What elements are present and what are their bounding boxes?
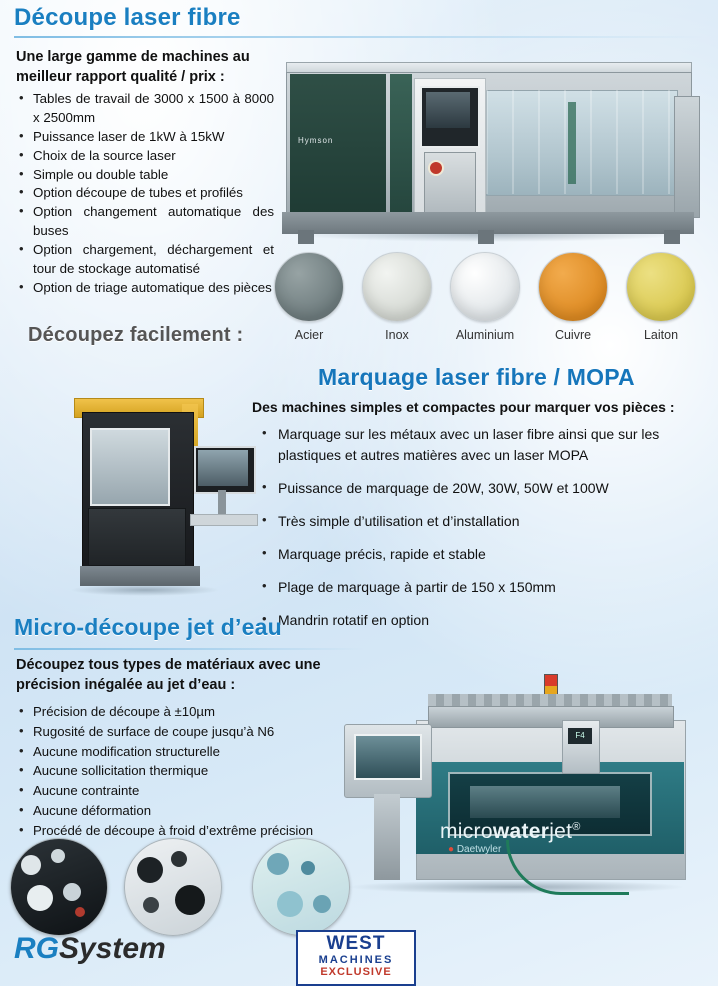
west-machines-logo: [296, 930, 416, 986]
material-disc: [538, 252, 608, 322]
machine-green-panel-left: [290, 74, 386, 222]
list-item: • Plage de marquage à partir de 150 x 150mm: [256, 577, 706, 598]
sample-feature: [63, 883, 81, 901]
sample-feature: [137, 857, 163, 883]
list-item: • Option changement automatique des buses: [16, 203, 274, 241]
laser-bullet-list: [16, 90, 274, 298]
material-swatch-acier: [272, 252, 346, 342]
list-item: • Option chargement, déchargement et tour de stockage automatisé: [16, 241, 274, 279]
list-item: • Aucune contrainte: [16, 781, 366, 801]
material-swatch-inox: [360, 252, 434, 342]
material-label: Cuivre: [554, 328, 592, 342]
material-label: Aluminium: [455, 328, 515, 342]
brand-dot-icon: ●: [448, 844, 455, 855]
section-title-marquage: Marquage laser fibre / MOPA: [318, 364, 635, 390]
material-disc: [274, 252, 344, 322]
list-item: • Choix de la source laser: [16, 147, 274, 166]
list-item: • Aucune déformation: [16, 801, 366, 821]
sample-feature: [21, 855, 41, 875]
west-logo-line1: WEST: [326, 933, 386, 954]
sample-feature: [143, 897, 159, 913]
machine-tank-water: [470, 786, 620, 818]
sample-parts-row: [4, 838, 356, 938]
sample-feature: [171, 851, 187, 867]
list-item: • Procédé de découpe à froid d’extrême précision: [16, 821, 366, 841]
marquage-bullet-list: [256, 424, 706, 643]
material-swatch-cuivre: [536, 252, 610, 342]
material-disc: [626, 252, 696, 322]
emergency-stop-icon: [430, 162, 442, 174]
machine-screen: [426, 92, 470, 128]
list-item: • Précision de découpe à ±10µm: [16, 702, 366, 722]
waterjet-machine-image: [330, 644, 706, 904]
brand-part-water: water: [492, 820, 550, 843]
sample-disc-circuit: [252, 838, 350, 936]
machine-rail: [428, 694, 672, 706]
machine-leg: [298, 230, 314, 244]
material-label: Acier: [294, 328, 324, 342]
footer-brand-suffix: System: [59, 932, 166, 965]
laser-lead-text: Une large gamme de machines au meilleur rapport qualité / prix :: [16, 49, 250, 85]
machine-brand-label: Hymson: [298, 136, 334, 145]
machine-door: [88, 508, 186, 566]
brand-part-micro: micro: [440, 820, 493, 843]
machine-window: [90, 428, 170, 506]
list-item: • Très simple d’utilisation et d’installation: [256, 511, 706, 532]
material-swatch-row: [272, 252, 704, 356]
machine-control-screen: [354, 734, 422, 780]
section-title-micro: Micro-découpe jet d’eau: [14, 614, 282, 640]
machine-leg: [478, 230, 494, 244]
waterjet-brand-label: [440, 820, 581, 844]
sample-feature: [175, 885, 205, 915]
machine-green-strut: [568, 102, 576, 184]
machine-keyboard: [190, 514, 258, 526]
west-logo-line3: EXCLUSIVE: [320, 966, 392, 978]
machine-right-module: [674, 96, 700, 218]
material-label: Laiton: [643, 328, 679, 342]
machine-monitor-stand: [218, 490, 226, 514]
list-item: • Simple ou double table: [16, 166, 274, 185]
divider-laser: [14, 36, 704, 38]
laser-marking-machine-image: [36, 368, 258, 604]
sample-feature: [313, 895, 331, 913]
brand-sub-label: Daetwyler: [456, 844, 502, 855]
material-disc: [362, 252, 432, 322]
machine-pillar: [374, 794, 400, 880]
machine-gantry: [428, 706, 674, 728]
machine-green-panel-mid: [390, 74, 412, 222]
sample-feature: [75, 907, 85, 917]
sample-feature: [51, 849, 65, 863]
list-item: • Puissance de marquage de 20W, 30W, 50W et 100W: [256, 478, 706, 499]
brand-part-jet: jet: [549, 820, 573, 843]
registered-icon: ®: [572, 821, 581, 833]
list-item: • Rugosité de surface de coupe jusqu’à N6: [16, 722, 366, 742]
list-item: • Puissance laser de 1kW à 15kW: [16, 128, 274, 147]
material-swatch-laiton: [624, 252, 698, 342]
cutting-head-label: F4: [568, 728, 592, 744]
footer-brand-prefix: RG: [14, 932, 59, 965]
machine-operator-console: [424, 152, 476, 218]
list-item: • Option découpe de tubes et profilés: [16, 184, 274, 203]
list-item: • Tables de travail de 3000 x 1500 à 8000 x 2500mm: [16, 90, 274, 128]
cut-easily-heading: Découpez facilement :: [28, 324, 244, 346]
machine-monitor-screen: [198, 450, 248, 486]
material-swatch-aluminium: [448, 252, 522, 342]
list-item: • Mandrin rotatif en option: [256, 610, 706, 631]
machine-leg: [664, 230, 680, 244]
divider-micro: [14, 648, 364, 650]
sample-feature: [277, 891, 303, 917]
sample-feature: [301, 861, 315, 875]
list-item: • Option de triage automatique des pièces: [16, 279, 274, 298]
section-title-laser: Découpe laser fibre: [14, 4, 241, 31]
machine-glass-mullions: [486, 90, 676, 194]
sample-disc-light: [124, 838, 222, 936]
sample-feature: [267, 853, 289, 875]
machine-shadow: [346, 880, 686, 894]
micro-lead-text: Découpez tous types de matériaux avec une précision inégalée au jet d’eau :: [16, 657, 321, 693]
sample-feature: [27, 885, 53, 911]
waterjet-brand-sub: [448, 844, 501, 855]
west-logo-line2: MACHINES: [318, 954, 394, 966]
micro-bullet-list: [16, 702, 366, 841]
list-item: • Marquage sur les métaux avec un laser fibre ainsi que sur les plastiques et autres matières avec un laser MOPA: [256, 424, 706, 466]
machine-base: [80, 566, 200, 586]
list-item: • Aucune sollicitation thermique: [16, 761, 366, 781]
list-item: • Marquage précis, rapide et stable: [256, 544, 706, 565]
material-label: Inox: [385, 328, 409, 342]
list-item: • Aucune modification structurelle: [16, 742, 366, 762]
footer-brand: [14, 932, 166, 966]
laser-cutting-machine-image: [278, 44, 704, 256]
sample-disc-dark: [10, 838, 108, 936]
marquage-lead-text: Des machines simples et compactes pour marquer vos pièces :: [252, 399, 675, 415]
material-disc: [450, 252, 520, 322]
